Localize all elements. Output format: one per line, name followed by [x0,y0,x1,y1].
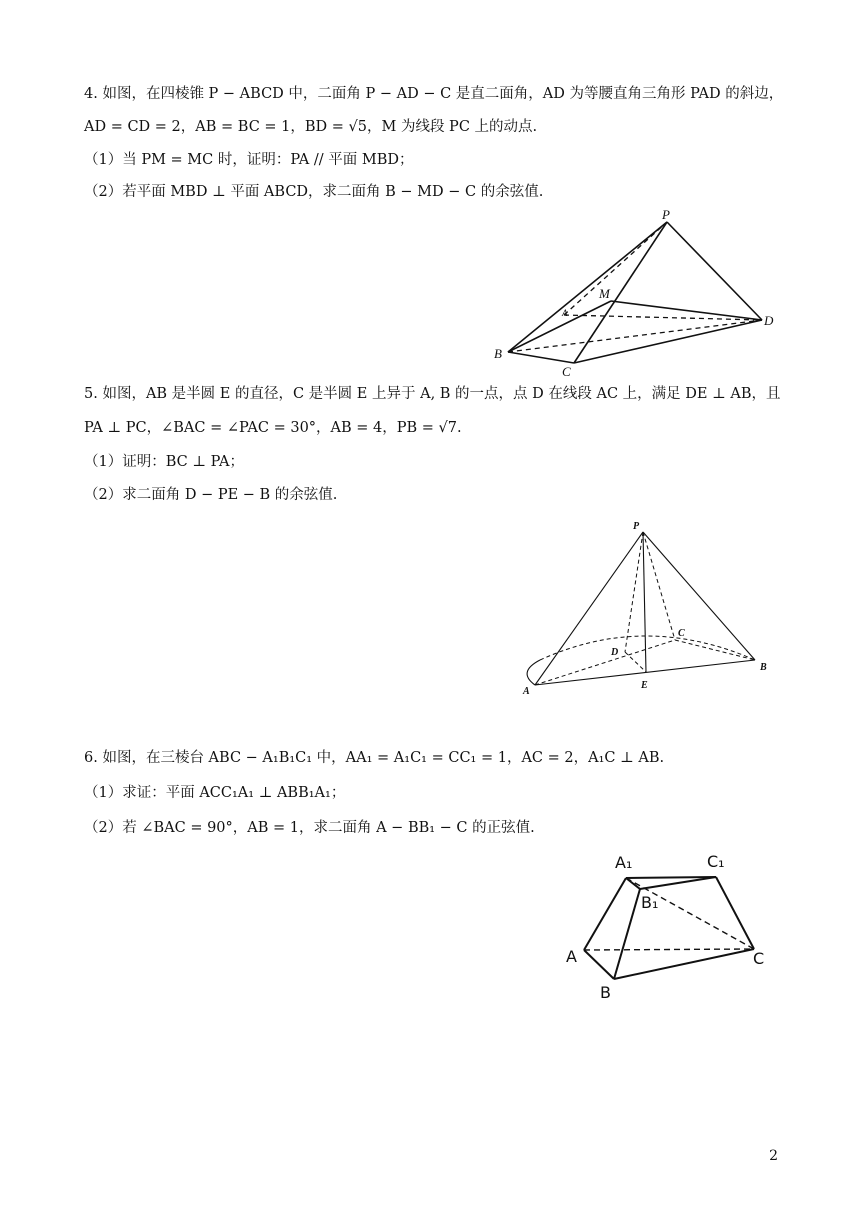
p4-line-4: （2）若平面 MBD ⊥ 平面 ABCD，求二面角 B − MD − C 的余弦值. [84,184,544,200]
p6-line-2: （1）求证：平面 ACC₁A₁ ⊥ ABB₁A₁； [84,785,346,801]
label-P: P [633,521,640,532]
p4-line-3: （1）当 PM = MC 时，证明：PA // 平面 MBD； [84,152,414,168]
label-M: M [599,286,610,301]
label-E: E [641,680,648,691]
label-C: C [678,628,685,639]
label-B: B [494,346,502,361]
p5-line-1: 5. 如图，AB 是半圆 E 的直径，C 是半圆 E 上异于 A, B 的一点，点 D 在线段 AC 上，满足 DE ⊥ AB，且 [84,386,781,402]
label-A: A [523,686,530,697]
p4-line-1: 4. 如图，在四棱锥 P − ABCD 中，二面角 P − AD − C 是直二面角，AD 为等腰直角三角形 PAD 的斜边， [84,86,784,102]
p6-line-3: （2）若 ∠BAC = 90°，AB = 1，求二面角 A − BB₁ − C 的正弦值. [84,820,535,836]
label-B: B [600,983,611,1002]
p6-figure [555,845,785,1005]
page-number: 2 [769,1148,778,1164]
label-D: D [764,313,774,328]
label-C: C [562,364,571,379]
p5-line-3: （1）证明：BC ⊥ PA； [84,454,244,470]
label-B: B [760,662,767,673]
label-C: C [753,949,765,968]
label-P: P [662,207,670,222]
p4-figure [480,200,800,380]
p5-line-2: PA ⊥ PC，∠BAC = ∠PAC = 30°，AB = 4，PB = √7. [84,420,462,436]
p6-line-1: 6. 如图，在三棱台 ABC − A₁B₁C₁ 中，AA₁ = A₁C₁ = CC₁ = 1，AC = 2，A₁C ⊥ AB. [84,750,665,766]
p5-figure [505,512,780,702]
label-A: A [562,308,568,318]
label-D: D [611,647,619,658]
label-A: A [566,947,577,966]
p4-line-2: AD = CD = 2，AB = BC = 1，BD = √5，M 为线段 PC 上的动点. [84,119,538,135]
label-C1: C₁ [707,852,725,871]
p5-line-4: （2）求二面角 D − PE − B 的余弦值. [84,487,338,503]
label-B1: B₁ [641,893,659,912]
label-A1: A₁ [615,853,633,872]
